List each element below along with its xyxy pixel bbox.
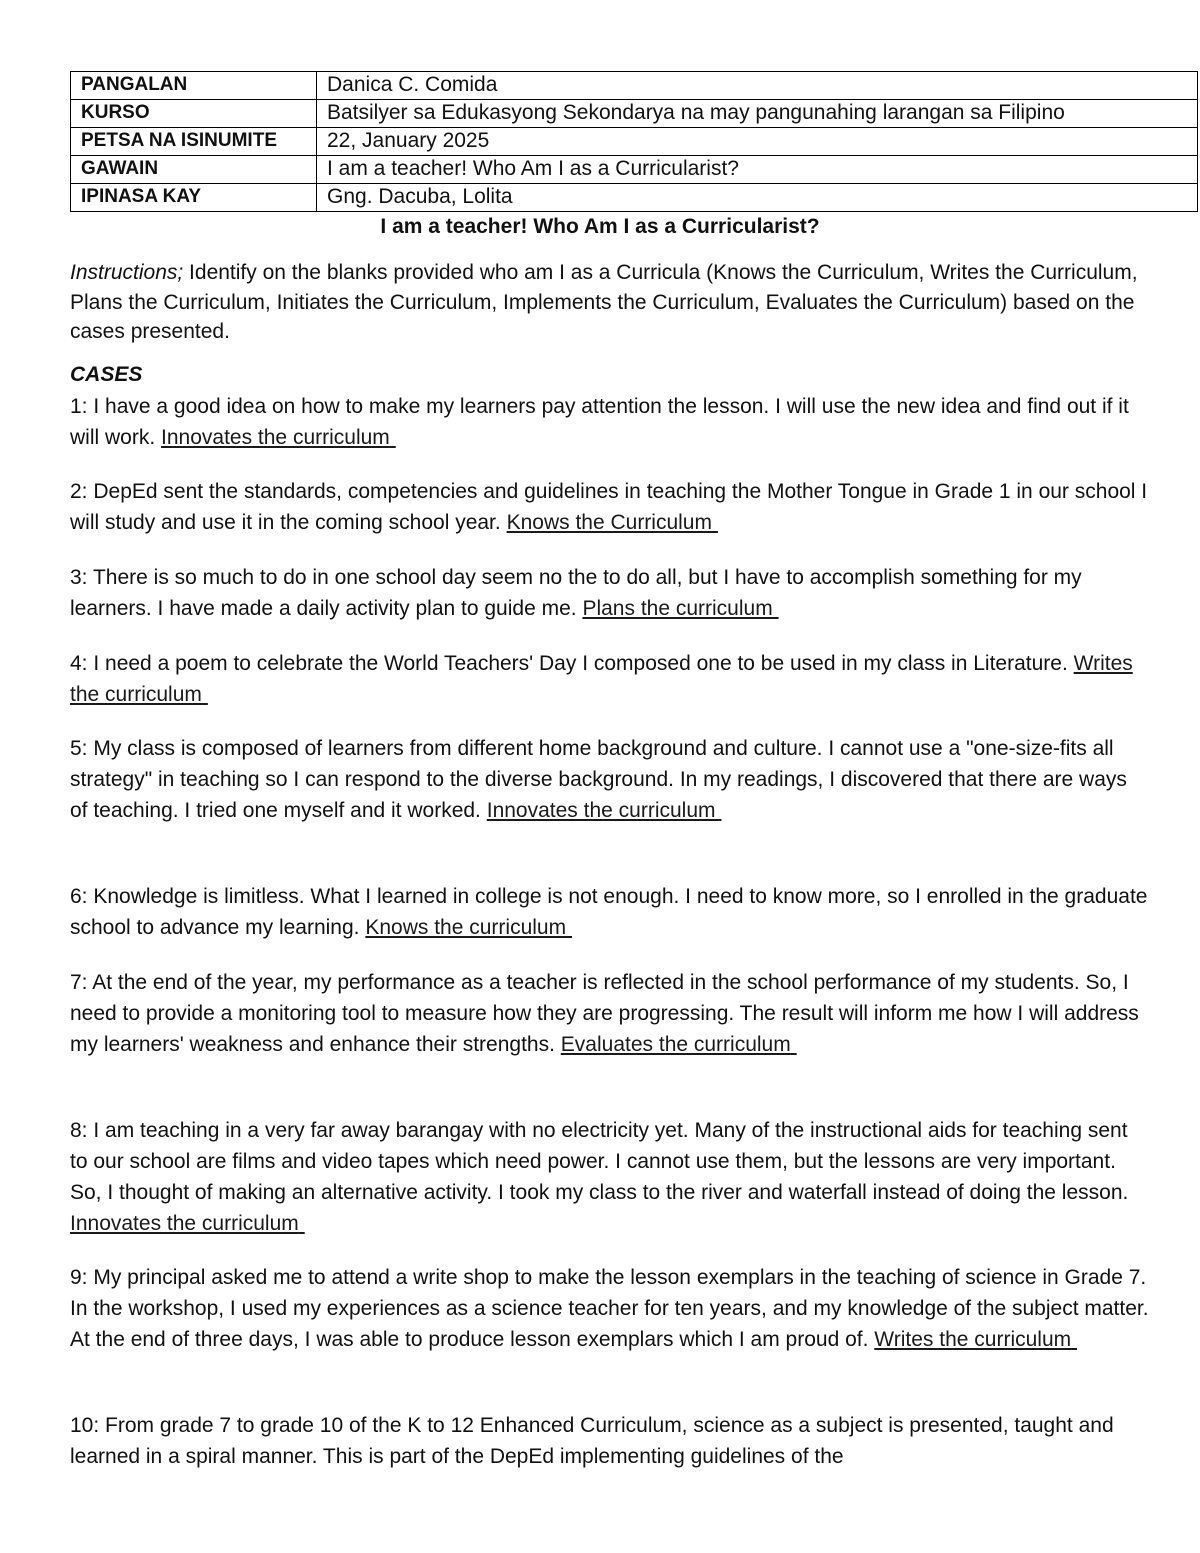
student-info-table	[70, 71, 1198, 212]
document-title: I am a teacher! Who Am I as a Curricularist?	[380, 215, 820, 238]
instructions-lead: Instructions;	[70, 261, 184, 284]
case-item	[70, 476, 1150, 538]
case-text: 5: My class is composed of learners from different home background and culture. I cannot use a "one-size-fits all strategy" in teaching so I can respond to the diverse background. In my readings, I discovered that there are ways of teaching. I tried one myself and it worked.	[70, 737, 1127, 822]
case-text: 1: I have a good idea on how to make my learners pay attention the lesson. I will use the new idea and find out if it will work.	[70, 395, 1129, 449]
case-answer: Plans the curriculum	[582, 597, 773, 620]
case-text: 9: My principal asked me to attend a write shop to make the lesson exemplars in the teaching of science in Grade 7. In the workshop, I used my experiences as a science teacher for ten years, and my knowledge of the subject matter. At the end of three days, I was able to produce lesson exemplars which I am proud of.	[70, 1266, 1149, 1351]
case-item	[70, 391, 1150, 453]
case-answer: Innovates the curriculum	[486, 799, 716, 822]
info-label: PETSA NA ISINUMITE	[71, 128, 317, 156]
info-row-course	[71, 100, 1198, 128]
case-answer: Knows the curriculum	[365, 916, 567, 939]
case-answer: Knows the Curriculum	[506, 511, 712, 534]
case-item	[70, 733, 1150, 826]
case-answer: Writes the curriculum	[70, 652, 1133, 706]
info-row-submitted-to	[71, 184, 1198, 212]
case-text: 3: There is so much to do in one school day seem no the to do all, but I have to accomplish something for my learners. I have made a daily activity plan to guide me.	[70, 566, 1082, 620]
case-item	[70, 1262, 1150, 1355]
info-label: PANGALAN	[71, 72, 317, 100]
info-value: Gng. Dacuba, Lolita	[317, 184, 1198, 212]
case-text: 2: DepEd sent the standards, competencies and guidelines in teaching the Mother Tongue in Grade 1 in our school I will study and use it in the coming school year.	[70, 480, 1148, 534]
info-row-date	[71, 128, 1198, 156]
case-item	[70, 562, 1150, 624]
case-item	[70, 881, 1150, 943]
case-text: 6: Knowledge is limitless. What I learned in college is not enough. I need to know more, so I enrolled in the graduate school to advance my learning.	[70, 885, 1148, 939]
case-item	[70, 648, 1150, 710]
info-value: I am a teacher! Who Am I as a Curricularist?	[317, 156, 1198, 184]
case-answer: Writes the curriculum	[874, 1328, 1072, 1351]
case-text: 8: I am teaching in a very far away barangay with no electricity yet. Many of the instructional aids for teaching sent to our school are films and video tapes which need power. I cannot use them, but the lessons are very important. So, I thought of making an alternative activity. I took my class to the river and waterfall instead of doing the lesson.	[70, 1119, 1129, 1204]
case-item	[70, 1410, 1150, 1472]
info-row-task	[71, 156, 1198, 184]
info-value: 22, January 2025	[317, 128, 1198, 156]
case-text: 7: At the end of the year, my performance as a teacher is reflected in the school performance of my students. So, I need to provide a monitoring tool to measure how they are progressing. The result will inform me how I will address my learners' weakness and enhance their strengths.	[70, 971, 1139, 1056]
info-row-name	[71, 72, 1198, 100]
info-value: Batsilyer sa Edukasyong Sekondarya na may pangunahing larangan sa Filipino	[317, 100, 1198, 128]
cases-heading: CASES	[70, 363, 143, 386]
case-item	[70, 967, 1150, 1060]
instructions-text: Identify on the blanks provided who am I as a Curricula (Knows the Curriculum, Writes the Curriculum, Plans the Curriculum, Initiates the Curriculum, Implements the Curriculum, Evaluates the Curriculum) based on the cases presented.	[70, 261, 1138, 343]
case-answer: Innovates the curriculum	[70, 1212, 299, 1235]
info-label: GAWAIN	[71, 156, 317, 184]
info-value: Danica C. Comida	[317, 72, 1198, 100]
case-text: 10: From grade 7 to grade 10 of the K to 12 Enhanced Curriculum, science as a subject is presented, taught and learned in a spiral manner. This is part of the DepEd implementing guidelines of the	[70, 1414, 1114, 1468]
case-item	[70, 1115, 1150, 1239]
info-label: IPINASA KAY	[71, 184, 317, 212]
info-label: KURSO	[71, 100, 317, 128]
case-answer: Evaluates the curriculum	[560, 1033, 791, 1056]
instructions	[70, 258, 1150, 347]
case-answer: Innovates the curriculum	[161, 426, 390, 449]
case-text: 4: I need a poem to celebrate the World Teachers' Day I composed one to be used in my class in Literature.	[70, 652, 1068, 675]
